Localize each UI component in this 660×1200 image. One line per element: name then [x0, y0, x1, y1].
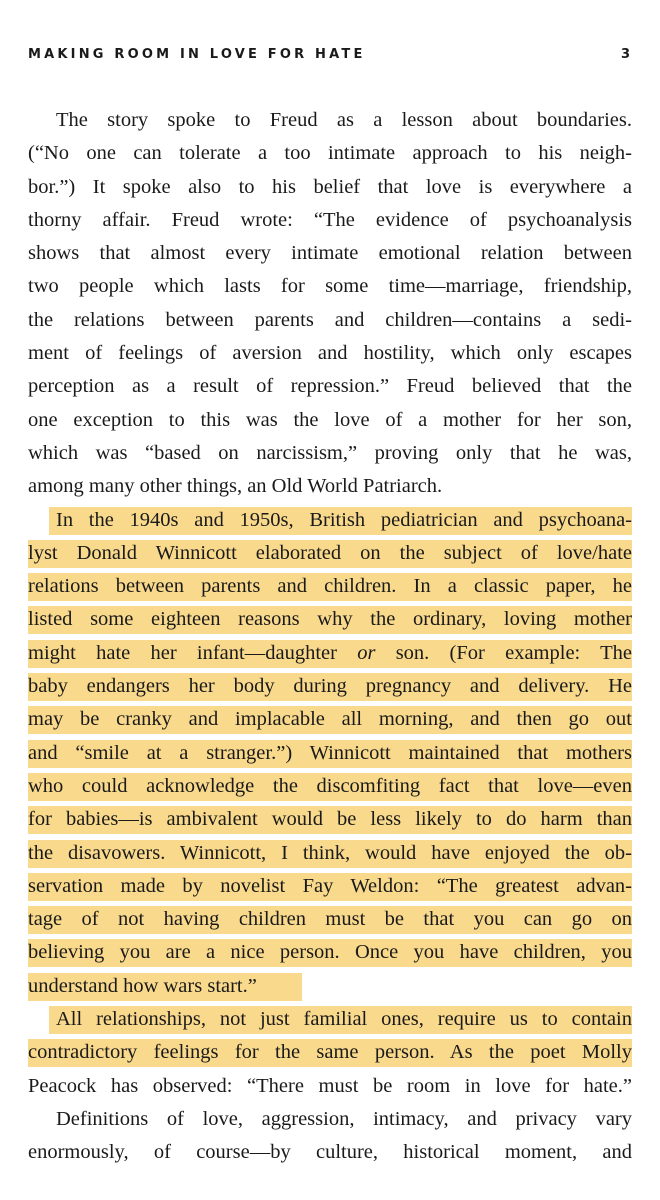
text-line: Definitions of love, aggression, intimacy, and privacy vary: [56, 1107, 632, 1130]
highlighted-line: believing you are a nice person. Once you have children, you: [28, 936, 632, 969]
highlighted-line: tage of not having children must be that you can go on: [28, 903, 632, 936]
highlighted-line: understand how wars start.”: [28, 970, 632, 1003]
text-line: thorny affair. Freud wrote: “The evidence of psychoanalysis: [28, 208, 632, 231]
highlighted-line: servation made by novelist Fay Weldon: “The greatest advan-: [28, 870, 632, 903]
highlighted-line: who could acknowledge the discomfiting fact that love—even: [28, 770, 632, 803]
highlighted-line: relations between parents and children. In a classic paper, he: [28, 570, 632, 603]
line-segment: might hate her infant—daughter: [28, 641, 358, 664]
body-text: [28, 104, 632, 1170]
text-line: Peacock has observed: “There must be room in love for hate.”: [28, 1074, 632, 1097]
highlighted-line: and “smile at a stranger.”) Winnicott maintained that mothers: [28, 737, 632, 770]
highlighted-line: In the 1940s and 1950s, British pediatrician and psychoana-: [28, 504, 632, 537]
text-line: among many other things, an Old World Patriarch.: [28, 475, 443, 498]
highlighted-line: baby endangers her body during pregnancy and delivery. He: [28, 670, 632, 703]
highlighted-line: All relationships, not just familial ones, require us to contain: [28, 1003, 632, 1036]
text-line: perception as a result of repression.” Freud believed that the: [28, 375, 632, 398]
text-line: enormously, of course—by culture, historical moment, and: [28, 1141, 632, 1164]
highlighted-line: [28, 637, 632, 670]
text-line: (“No one can tolerate a too intimate approach to his neigh-: [28, 142, 632, 165]
text-line: ment of feelings of aversion and hostility, which only escapes: [28, 342, 632, 365]
running-head: [28, 42, 632, 66]
highlighted-line: contradictory feelings for the same person. As the poet Molly: [28, 1036, 632, 1069]
text-line: one exception to this was the love of a mother for her son,: [28, 408, 632, 431]
paragraph-3: [28, 1003, 632, 1103]
highlighted-line: may be cranky and implacable all morning, and then go out: [28, 703, 632, 736]
text-line: the relations between parents and children—contains a sedi-: [28, 308, 632, 331]
text-line: bor.”) It spoke also to his belief that love is everywhere a: [28, 175, 632, 198]
text-line: which was “based on narcissism,” proving only that he was,: [28, 441, 632, 464]
highlighted-line: the disavowers. Winnicott, I think, would have enjoyed the ob-: [28, 837, 632, 870]
text-line: two people which lasts for some time—marriage, friendship,: [28, 275, 632, 298]
paragraph-1: [28, 104, 632, 504]
text-line: shows that almost every intimate emotional relation between: [28, 242, 632, 265]
highlighted-line: listed some eighteen reasons why the ordinary, loving mother: [28, 603, 632, 636]
paragraph-4: [28, 1103, 632, 1170]
italic-word: or: [357, 641, 376, 664]
text-line: The story spoke to Freud as a lesson about boundaries.: [56, 109, 632, 131]
line-segment: son. (For example: The: [375, 641, 632, 664]
highlighted-line: lyst Donald Winnicott elaborated on the subject of love/hate: [28, 537, 632, 570]
page-number: 3: [620, 46, 630, 62]
running-title: MAKING ROOM IN LOVE FOR HATE: [28, 46, 366, 62]
highlighted-line: for babies—is ambivalent would be less likely to do harm than: [28, 803, 632, 836]
paragraph-2-highlighted: [28, 504, 632, 1003]
